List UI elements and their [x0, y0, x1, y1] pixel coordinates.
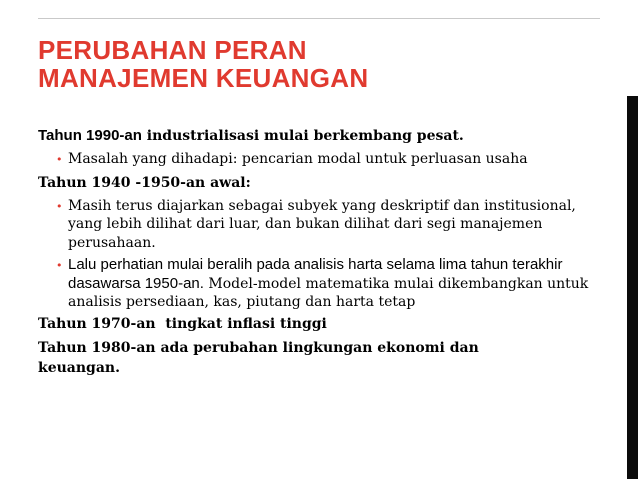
year-1990-label: Tahun 1990-an: [38, 127, 142, 144]
bullet-1940-b-sans: Lalu perhatian mulai beralih pada analisis harta selama lima tahun terakhir dasawarsa 1950-an.: [68, 256, 563, 292]
section-1980-heading: Tahun 1980-an ada perubahan lingkungan ekonomi dan keuangan.: [38, 339, 479, 376]
year-1990-text: industrialisasi mulai berkembang pesat.: [141, 128, 464, 144]
slide-body: [38, 126, 598, 382]
top-rule: [38, 18, 600, 19]
bullet-1990-text: Masalah yang dihadapi: pencarian modal untuk perluasan usaha: [68, 151, 528, 167]
bullet-dot-icon: •: [56, 259, 63, 272]
title-line-1: PERUBAHAN PERAN: [38, 35, 307, 65]
bullet-1940-b-serif: Model-model matematika mulai dikembangkan untuk analisis persediaan, kas, piutang dan harta tetap: [68, 275, 589, 310]
bullet-1940-b: [38, 256, 598, 312]
section-1990-heading: [38, 126, 598, 146]
slide-title: [38, 36, 558, 92]
section-1940-heading: Tahun 1940 -1950-an awal:: [38, 174, 251, 191]
right-accent-bar: [627, 96, 638, 479]
bullet-1940-a-text: Masih terus diajarkan sebagai subyek yang deskriptif dan institusional, yang lebih dilihat dari luar, dan bukan dilihat dari segi manajemen perusahaan.: [68, 197, 576, 251]
bullet-dot-icon: •: [56, 153, 63, 166]
bullet-dot-icon: •: [56, 199, 63, 213]
bullet-1940-a: [38, 197, 598, 253]
bullet-1940-b-text: [68, 256, 598, 312]
title-line-2: MANAJEMEN KEUANGAN: [38, 63, 369, 93]
section-1970-heading: Tahun 1970-an tingkat inflasi tinggi: [38, 315, 327, 332]
bullet-1990: [38, 150, 598, 169]
